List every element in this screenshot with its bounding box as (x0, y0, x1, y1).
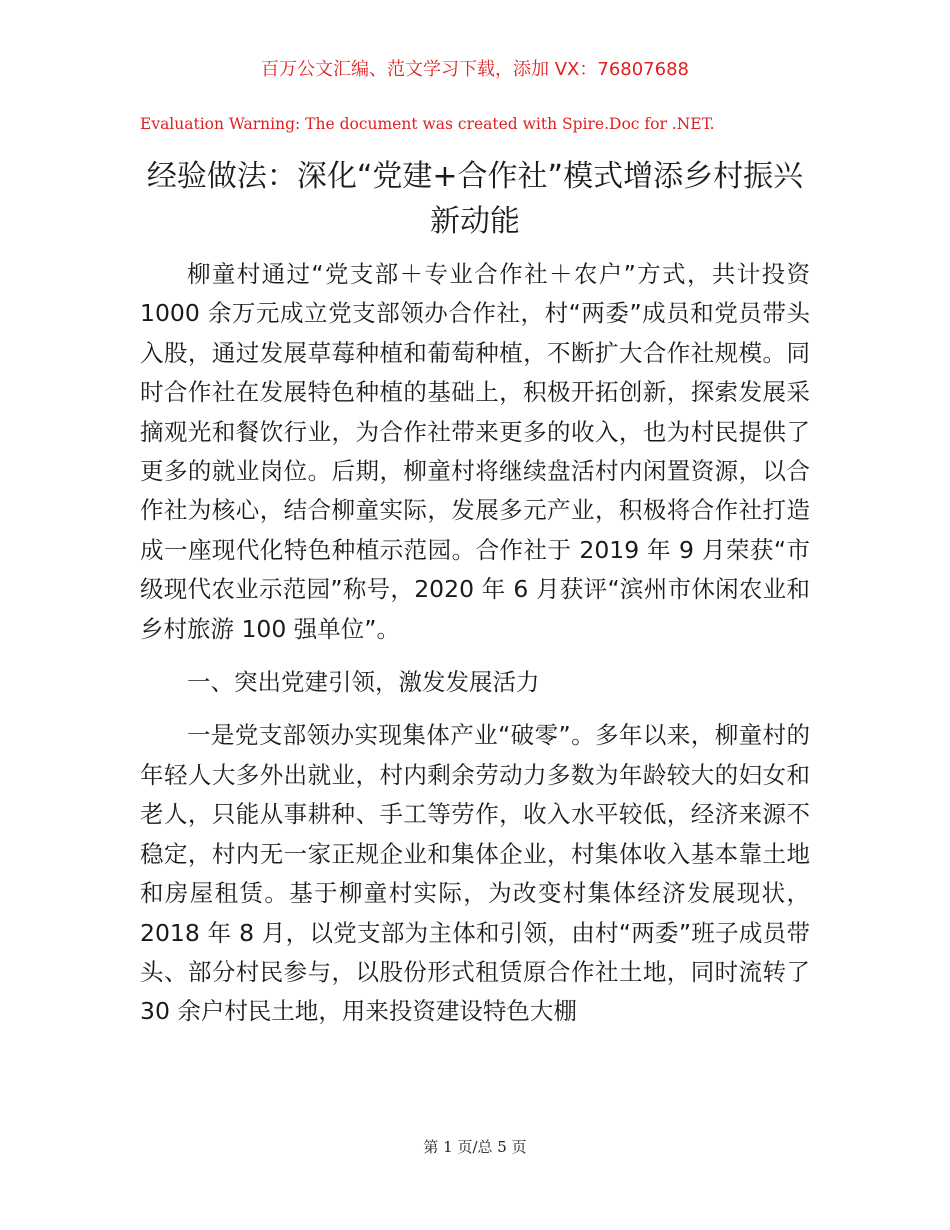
page-indicator: 第 1 页/总 5 页 (423, 1138, 527, 1156)
document-title: 经验做法：深化“党建+合作社”模式增添乡村振兴新动能 (146, 159, 804, 239)
document-body (140, 255, 810, 1032)
intro-paragraph: 柳童村通过“党支部＋专业合作社＋农户”方式，共计投资 1000 余万元成立党支部领办合作社，村“两委”成员和党员带头入股，通过发展草莓种植和葡萄种植，不断扩大合作社规模。同时合作社在发展特色种植的基础上，积极开拓创新，探索发展采摘观光和餐饮行业，为合作社带来更多的收入，也为村民提供了更多的就业岗位。后期，柳童村将继续盘活村内闲置资源，以合作社为核心，结合柳童实际，发展多元产业，积极将合作社打造成一座现代化特色种植示范园。合作社于 2019 年 9 月荣获“市级现代农业示范园”称号，2020 年 6 月获评“滨州市休闲农业和乡村旅游 100 强单位”。 (140, 260, 810, 643)
section-heading: 一、突出党建引领，激发发展活力 (187, 668, 540, 697)
body-paragraph: 一是党支部领办实现集体产业“破零”。多年以来，柳童村的年轻人大多外出就业，村内剩余劳动力多数为年龄较大的妇女和老人，只能从事耕种、手工等劳作，收入水平较低，经济来源不稳定，村内无一家正规企业和集体企业，村集体收入基本靠土地和房屋租赁。基于柳童村实际，为改变村集体经济发展现状，2018 年 8 月，以党支部为主体和引领，由村“两委”班子成员带头、部分村民参与，以股份形式租赁原合作社土地，同时流转了 30 余户村民土地，用来投资建设特色大棚 (140, 721, 810, 1026)
header-banner: 百万公文汇编、范文学习下载，添加 VX：76807688 (261, 59, 689, 80)
evaluation-warning: Evaluation Warning: The document was created with Spire.Doc for .NET. (140, 115, 715, 133)
